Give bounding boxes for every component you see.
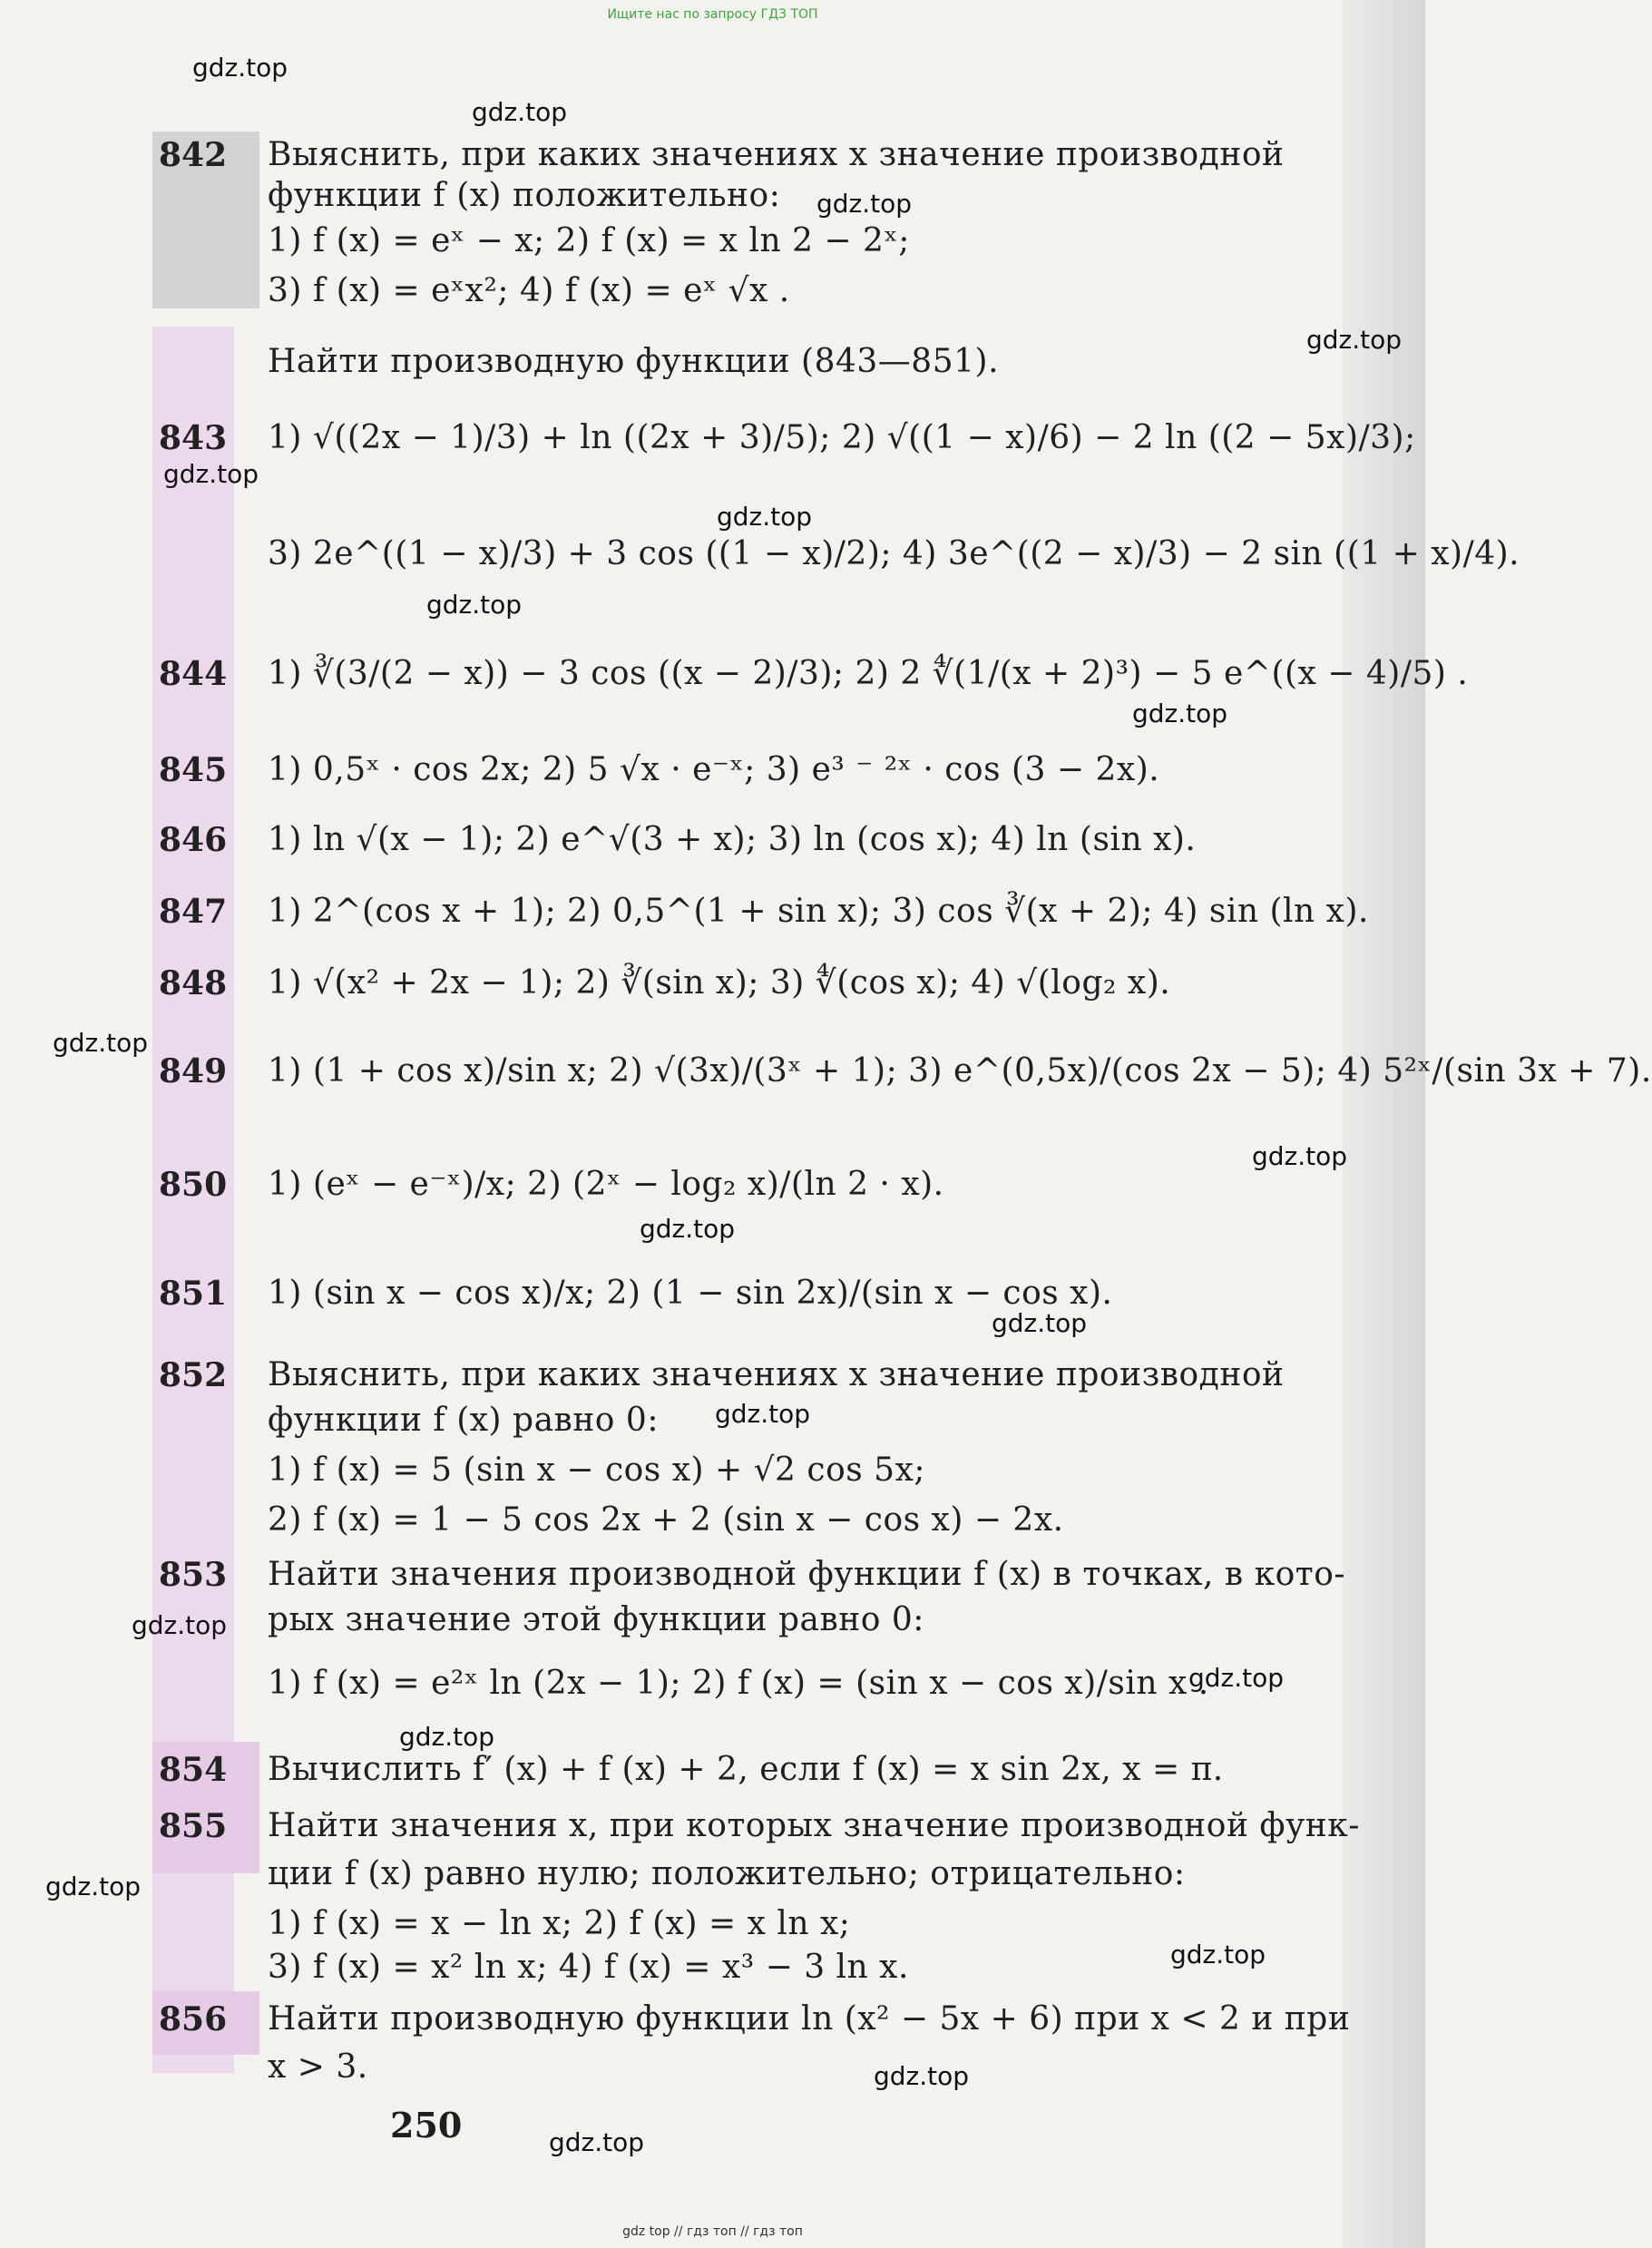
problem-text: 1) f (x) = eˣ − x; 2) f (x) = x ln 2 − 2ˣ; xyxy=(268,222,910,259)
section-heading: Найти производную функции (843—851). xyxy=(268,343,1000,380)
watermark: gdz.top xyxy=(132,1610,228,1640)
problem-text: 1) √((2x − 1)/3) + ln ((2x + 3)/5); 2) √((1 − x)/6) − 2 ln ((2 − 5x)/3); xyxy=(268,419,1416,456)
problem-text: 1) 0,5ˣ · cos 2x; 2) 5 √x · e⁻ˣ; 3) e³ ⁻ ²ˣ · cos (3 − 2x). xyxy=(268,751,1160,788)
problem-number: 854 xyxy=(159,1751,228,1789)
problem-text: Выяснить, при каких значениях x значение производной xyxy=(268,136,1285,173)
watermark: gdz.top xyxy=(992,1308,1088,1338)
watermark: gdz.top xyxy=(426,590,523,620)
problem-number: 843 xyxy=(159,419,228,457)
watermark: gdz.top xyxy=(1252,1141,1348,1171)
watermark: gdz.top xyxy=(640,1214,736,1244)
problem-number: 845 xyxy=(159,751,228,789)
problem-text: 1) 2^(cos x + 1); 2) 0,5^(1 + sin x); 3) cos ∛(x + 2); 4) sin (ln x). xyxy=(268,893,1369,930)
problem-number: 851 xyxy=(159,1275,228,1313)
page-number: 250 xyxy=(390,2105,463,2145)
problem-number: 847 xyxy=(159,893,228,931)
problem-text: Выяснить, при каких значениях x значение производной xyxy=(268,1356,1285,1393)
problem-text: 3) 2e^((1 − x)/3) + 3 cos ((1 − x)/2); 4) 3e^((2 − x)/3) − 2 sin ((1 + x)/4). xyxy=(268,535,1520,572)
top-banner[interactable]: Ищите нас по запросу ГДЗ ТОП xyxy=(607,7,818,22)
watermark: gdz.top xyxy=(1306,325,1403,355)
problem-number: 855 xyxy=(159,1807,228,1845)
problem-number: 852 xyxy=(159,1356,228,1394)
problem-text: функции f (x) положительно: xyxy=(268,177,781,214)
watermark: gdz.top xyxy=(399,1722,495,1752)
watermark: gdz.top xyxy=(192,53,288,83)
problem-text: 1) f (x) = e²ˣ ln (2x − 1); 2) f (x) = (sin x − cos x)/sin x . xyxy=(268,1665,1209,1702)
watermark: gdz.top xyxy=(816,189,913,219)
problem-text: 1) ln √(x − 1); 2) e^√(3 + x); 3) ln (cos x); 4) ln (sin x). xyxy=(268,821,1197,858)
watermark: gdz.top xyxy=(53,1028,149,1058)
problem-number: 842 xyxy=(159,136,228,174)
problem-text: функции f (x) равно 0: xyxy=(268,1402,659,1439)
problem-text: 1) ∛(3/(2 − x)) − 3 cos ((x − 2)/3); 2) 2 ∜(1/(x + 2)³) − 5 e^((x − 4)/5) . xyxy=(268,655,1469,692)
watermark: gdz.top xyxy=(549,2127,645,2157)
problem-text: 3) f (x) = x² ln x; 4) f (x) = x³ − 3 ln x. xyxy=(268,1949,909,1986)
watermark: gdz.top xyxy=(45,1872,142,1901)
problem-text: Найти производную функции ln (x² − 5x + 6) при x < 2 и при xyxy=(268,2000,1351,2038)
problem-number: 850 xyxy=(159,1166,228,1204)
problem-number: 849 xyxy=(159,1052,228,1090)
problem-text: Найти значения x, при которых значение производной функ- xyxy=(268,1807,1360,1844)
problem-text: x > 3. xyxy=(268,2048,368,2086)
problem-number: 853 xyxy=(159,1556,228,1594)
problem-text: ции f (x) равно нулю; положительно; отрицательно: xyxy=(268,1855,1186,1892)
watermark: gdz.top xyxy=(717,502,813,532)
problem-number: 844 xyxy=(159,655,228,693)
watermark: gdz.top xyxy=(163,459,259,489)
problem-text: 1) f (x) = x − ln x; 2) f (x) = x ln x; xyxy=(268,1905,851,1942)
problem-text: 1) (eˣ − e⁻ˣ)/x; 2) (2ˣ − log₂ x)/(ln 2 · x). xyxy=(268,1166,944,1203)
watermark: gdz.top xyxy=(1132,699,1228,728)
watermark: gdz.top xyxy=(715,1399,811,1429)
watermark: gdz.top xyxy=(1188,1663,1285,1693)
problem-number: 856 xyxy=(159,2000,228,2038)
problem-text: 1) (sin x − cos x)/x; 2) (1 − sin 2x)/(sin x − cos x). xyxy=(268,1275,1113,1312)
problem-text: 3) f (x) = eˣx²; 4) f (x) = eˣ √x . xyxy=(268,272,790,309)
bottom-banner[interactable]: gdz top // гдз топ // гдз топ xyxy=(622,2224,803,2239)
watermark: gdz.top xyxy=(472,97,568,127)
watermark: gdz.top xyxy=(874,2061,970,2091)
problem-text: Вычислить f′ (x) + f (x) + 2, если f (x) = x sin 2x, x = π. xyxy=(268,1751,1224,1788)
problem-number: 848 xyxy=(159,964,228,1002)
problem-text: 1) √(x² + 2x − 1); 2) ∛(sin x); 3) ∜(cos x); 4) √(log₂ x). xyxy=(268,964,1171,1002)
problem-text: Найти значения производной функции f (x) в точках, в кото- xyxy=(268,1556,1346,1593)
problem-text: 2) f (x) = 1 − 5 cos 2x + 2 (sin x − cos x) − 2x. xyxy=(268,1501,1064,1539)
problem-number: 846 xyxy=(159,821,228,859)
watermark: gdz.top xyxy=(1170,1940,1266,1969)
problem-text: рых значение этой функции равно 0: xyxy=(268,1601,924,1638)
problem-text: 1) (1 + cos x)/sin x; 2) √(3x)/(3ˣ + 1); 3) e^(0,5x)/(cos 2x − 5); 4) 5²ˣ/(sin 3x + 7). xyxy=(268,1052,1652,1090)
problem-text: 1) f (x) = 5 (sin x − cos x) + √2 cos 5x; xyxy=(268,1451,925,1489)
